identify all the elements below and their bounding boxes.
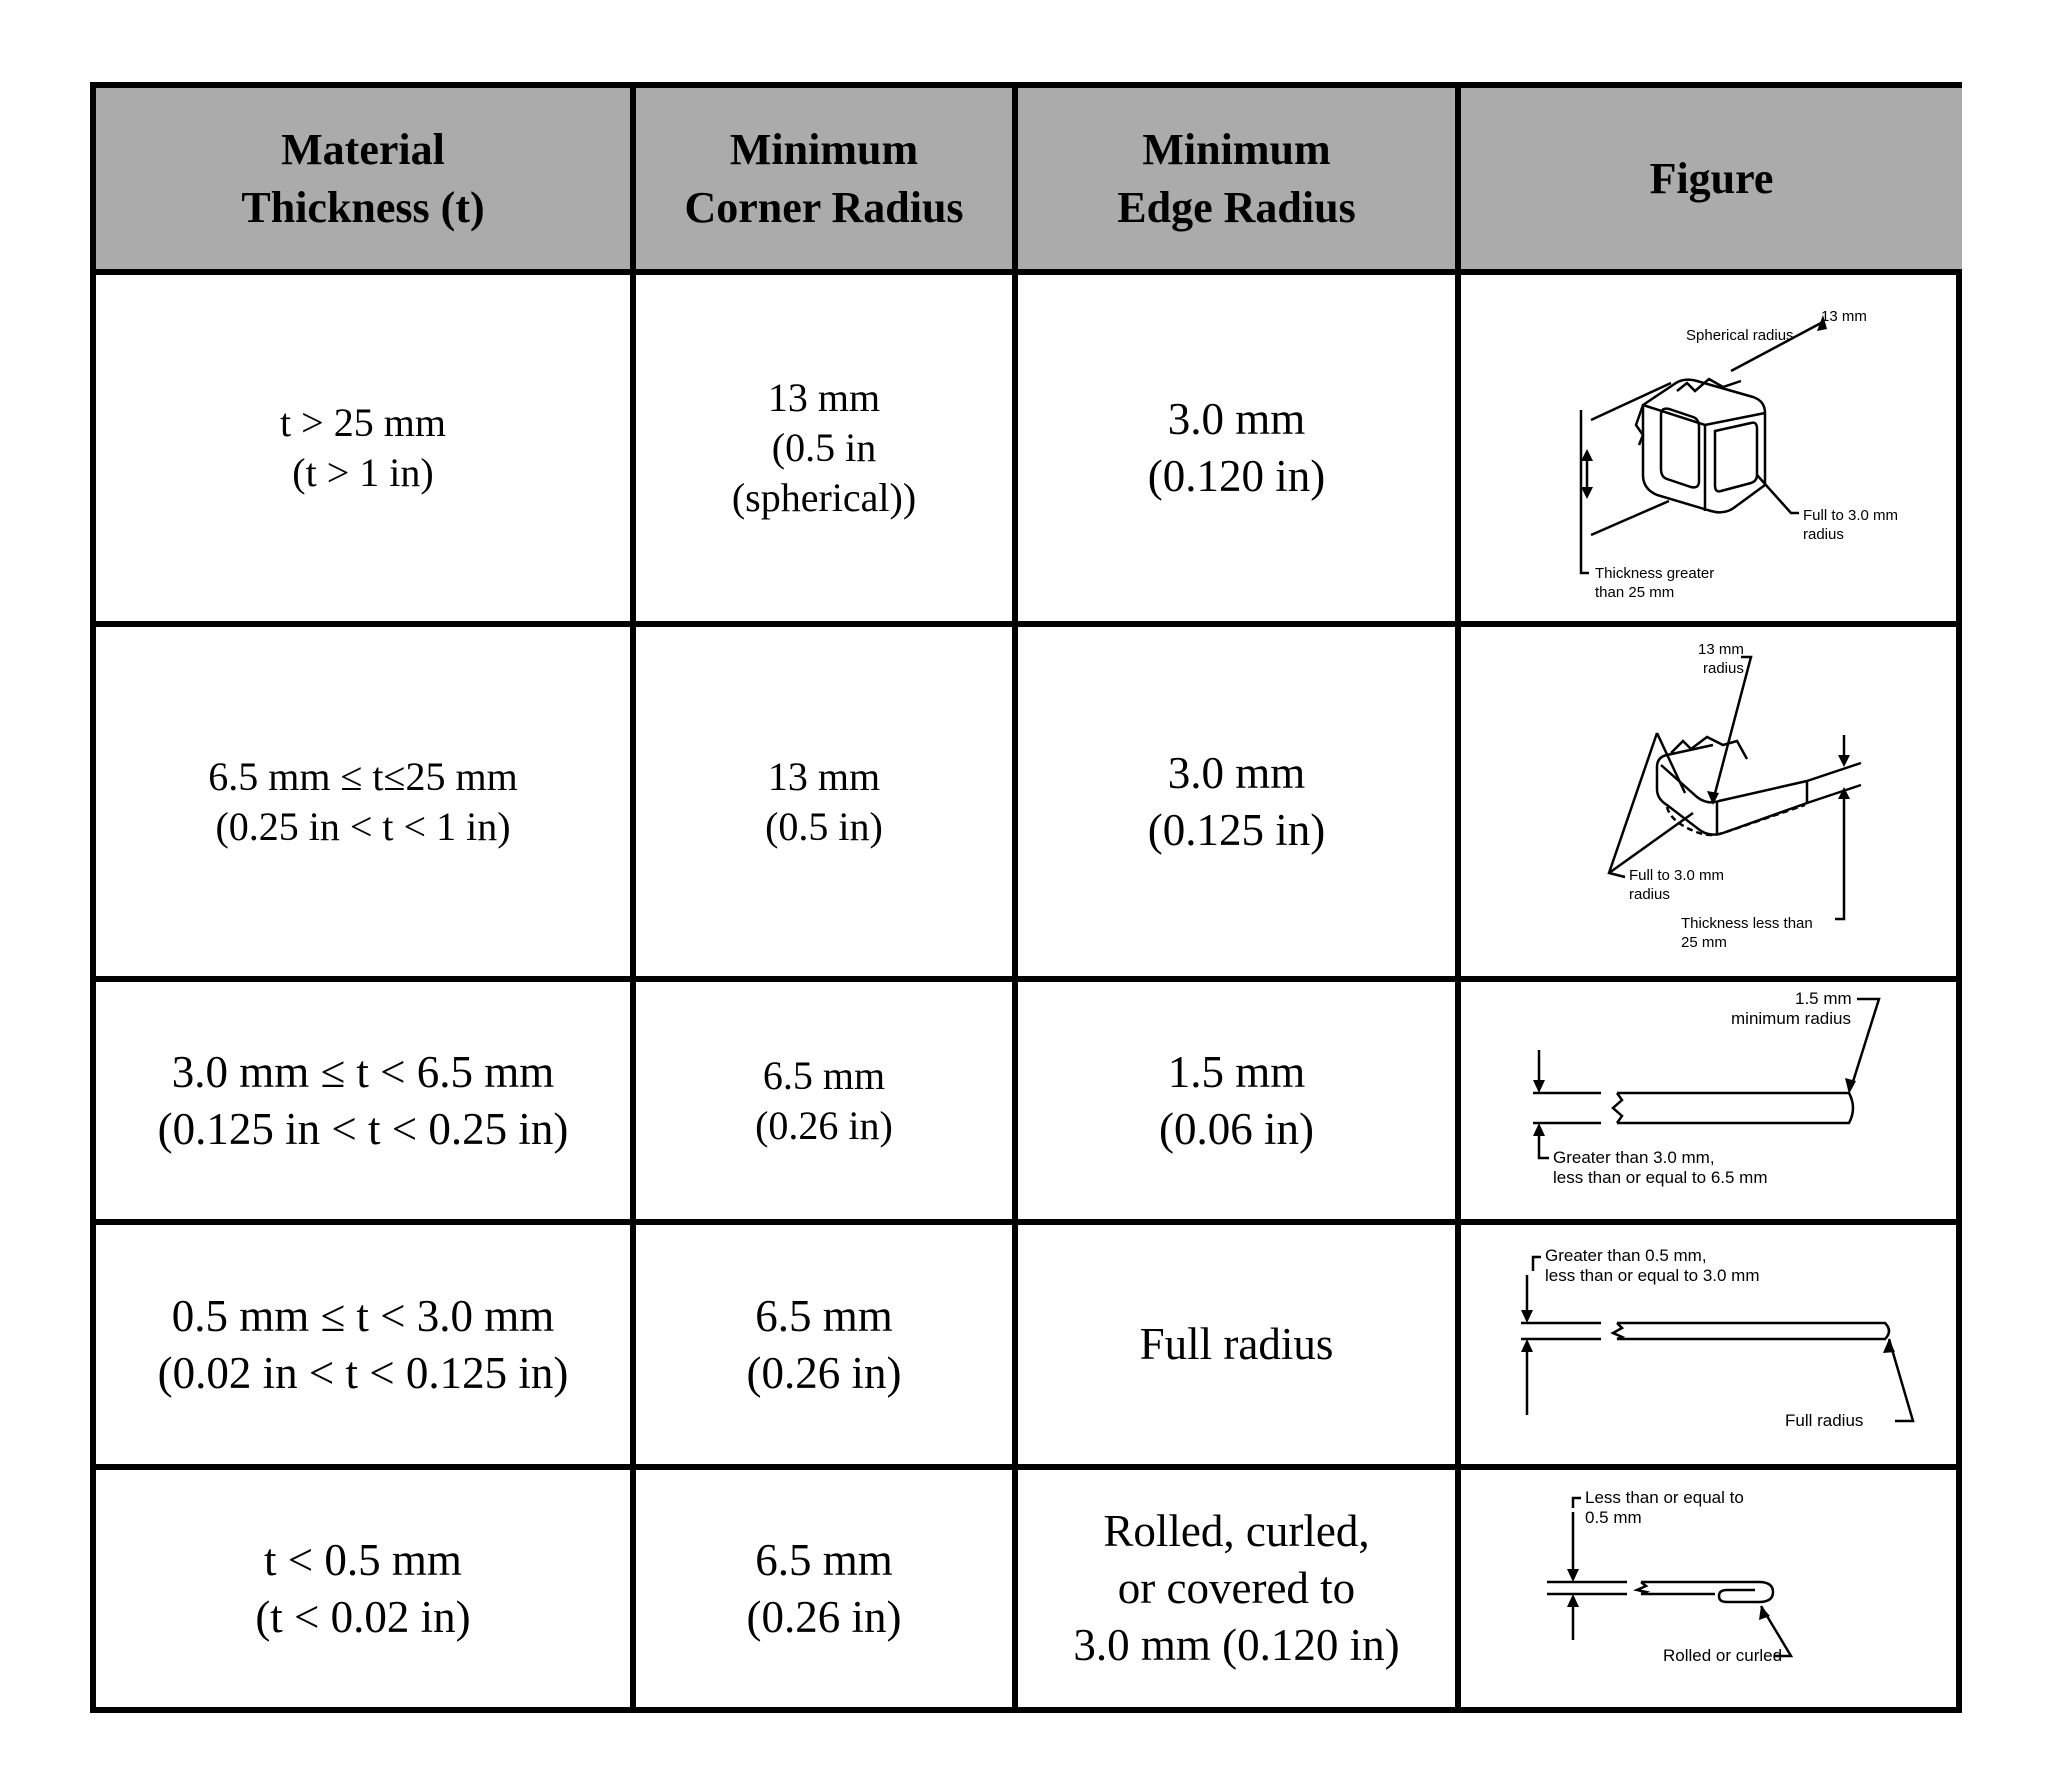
cell-text: Rolled, curled, [1103, 1506, 1370, 1556]
cell-text: or covered to [1117, 1563, 1356, 1613]
figure-label: Full to 3.0 mm [1629, 867, 1725, 884]
table-row-2-figure [1461, 627, 1962, 976]
cell-text: 3.0 mm (0.120 in) [1073, 1620, 1400, 1670]
table-row-4-edge [1018, 1225, 1455, 1464]
cell-text: t < 0.5 mm [264, 1534, 462, 1585]
table-row-1-edge [1018, 275, 1455, 621]
figure-label: 13 mm [1698, 641, 1744, 658]
table-row-3-figure [1461, 982, 1962, 1219]
table-row-3-edge [1018, 982, 1455, 1219]
header-text: Material [281, 124, 445, 174]
cell-text: 6.5 mm [755, 1290, 893, 1341]
cell-text: (0.26 in) [755, 1102, 893, 1148]
cell-text: 3.0 mm [1167, 394, 1306, 444]
row-divider [96, 976, 1956, 982]
cell-text: (0.26 in) [746, 1591, 902, 1642]
edge-radius-icon [1461, 982, 1962, 1219]
figure-label: 13 mm [1821, 308, 1867, 325]
cell-text: 6.5 mm [762, 1052, 886, 1098]
table-row-2-edge [1018, 627, 1455, 976]
cell-text: (0.5 in [771, 425, 877, 470]
cell-text: (0.125 in) [1147, 804, 1326, 855]
table-row-4-figure [1461, 1225, 1962, 1464]
cell-text: (0.125 in < t < 0.25 in) [157, 1103, 569, 1154]
table-row-2-corner [636, 627, 1012, 976]
header-min-corner-radius [636, 88, 1012, 269]
cell-text: (0.25 in < t < 1 in) [215, 803, 511, 849]
cell-text: 0.5 mm ≤ t < 3.0 mm [171, 1290, 555, 1341]
figure-label: Full to 3.0 mm [1803, 507, 1899, 524]
figure-label: Rolled or curled [1663, 1646, 1783, 1665]
rounded-block-icon [1461, 275, 1962, 621]
cell-text: t > 25 mm [280, 400, 446, 445]
header-text: Corner Radius [684, 182, 964, 232]
cell-text: (0.06 in) [1159, 1103, 1314, 1154]
table-row-4-corner [636, 1225, 1012, 1464]
table-row-5-corner [636, 1470, 1012, 1707]
cell-text: (0.120 in) [1147, 451, 1326, 501]
table-row-1-corner [636, 275, 1012, 621]
figure-label: Greater than 0.5 mm, [1545, 1246, 1707, 1265]
header-text: Minimum [1142, 124, 1331, 174]
cell-text: (0.26 in) [746, 1347, 902, 1398]
cell-text: 3.0 mm [1167, 747, 1306, 798]
row-divider [96, 269, 1956, 275]
figure-label: radius [1629, 886, 1670, 903]
row-divider [96, 1464, 1956, 1470]
row-divider [96, 1219, 1956, 1225]
figure-label: minimum radius [1731, 1009, 1851, 1028]
header-text: Figure [1649, 153, 1774, 203]
figure-label: than 25 mm [1595, 584, 1675, 601]
figure-label: Thickness less than [1681, 915, 1813, 932]
figure-label: 0.5 mm [1585, 1508, 1642, 1527]
header-text: Edge Radius [1117, 182, 1356, 232]
figure-label: Spherical radius [1686, 327, 1794, 344]
cell-text: 13 mm [767, 375, 881, 420]
figure-label: 25 mm [1681, 934, 1727, 951]
cell-text: 1.5 mm [1167, 1046, 1306, 1097]
rounded-plate-icon [1461, 627, 1962, 976]
table-row-2-thickness [96, 627, 630, 976]
figure-label: Greater than 3.0 mm, [1553, 1148, 1715, 1167]
table-row-4-thickness [96, 1225, 630, 1464]
table-row-1-figure [1461, 275, 1962, 621]
header-material-thickness [96, 88, 630, 269]
figure-label: radius [1803, 526, 1844, 543]
header-text: Thickness (t) [241, 182, 485, 232]
cell-text: (spherical)) [731, 475, 917, 520]
figure-label: Less than or equal to [1585, 1488, 1744, 1507]
row-divider [96, 621, 1956, 627]
header-figure [1461, 88, 1962, 269]
figure-label: less than or equal to 6.5 mm [1553, 1168, 1768, 1187]
cell-text: (t < 0.02 in) [255, 1591, 471, 1642]
figure-label: 1.5 mm [1795, 989, 1852, 1008]
rolled-edge-icon [1461, 1470, 1962, 1707]
figure-label: Thickness greater [1595, 565, 1715, 582]
cell-text: 6.5 mm ≤ t≤25 mm [208, 753, 518, 799]
cell-text: 6.5 mm [755, 1534, 893, 1585]
cell-text: (0.02 in < t < 0.125 in) [157, 1347, 569, 1398]
cell-text: 3.0 mm ≤ t < 6.5 mm [171, 1046, 555, 1097]
full-radius-edge-icon [1461, 1225, 1962, 1464]
table-row-3-corner [636, 982, 1012, 1219]
header-min-edge-radius [1018, 88, 1455, 269]
cell-text: 13 mm [767, 753, 881, 799]
header-text: Minimum [729, 124, 919, 174]
table-row-1-thickness [96, 275, 630, 621]
figure-label: less than or equal to 3.0 mm [1545, 1266, 1760, 1285]
figure-label: radius [1703, 660, 1744, 677]
table-row-5-edge [1018, 1470, 1455, 1707]
table-row-5-thickness [96, 1470, 630, 1707]
cell-text: (0.5 in) [765, 803, 883, 849]
cell-text: Full radius [1139, 1319, 1334, 1369]
figure-label: Full radius [1785, 1411, 1864, 1430]
radius-requirements-table [90, 82, 1962, 1713]
cell-text: (t > 1 in) [292, 450, 434, 495]
table-row-3-thickness [96, 982, 630, 1219]
table-row-5-figure [1461, 1470, 1962, 1707]
